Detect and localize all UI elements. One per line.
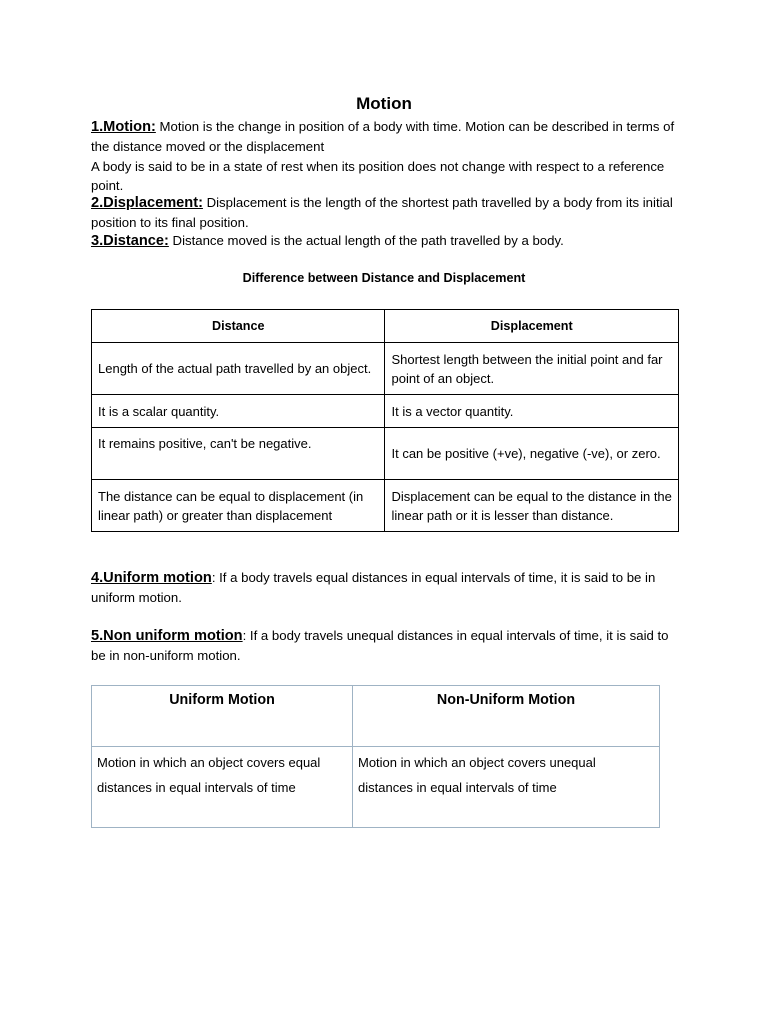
distance-definition: [91, 231, 681, 251]
page-title: Motion: [356, 94, 412, 113]
table-cell: Displacement can be equal to the distance in the linear path or it is lesser than distance.: [385, 480, 679, 532]
motion-heading: 1.Motion:: [91, 119, 156, 135]
table-cell: It can be positive (+ve), negative (-ve), or zero.: [385, 428, 679, 480]
table-cell: Shortest length between the initial point and far point of an object.: [385, 343, 679, 395]
displacement-text: Displacement is the length of the shortest path travelled by a body from its initial position to its final position.: [91, 195, 673, 231]
table-header-cell: Distance: [92, 310, 385, 343]
displacement-heading: 2.Displacement:: [91, 195, 203, 211]
table-row: [92, 395, 679, 428]
uniform-motion-heading: 4.Uniform motion: [91, 570, 212, 586]
table-header-cell: Non-Uniform Motion: [353, 686, 660, 747]
table-cell: The distance can be equal to displacement (in linear path) or greater than displacement: [92, 480, 385, 532]
non-uniform-motion-heading: 5.Non uniform motion: [91, 628, 243, 644]
uniform-nonuniform-table: [91, 685, 660, 828]
table-header-row: [92, 686, 660, 747]
table-cell: It is a vector quantity.: [385, 395, 679, 428]
table-row: [92, 343, 679, 395]
table-cell: Motion in which an object covers equal distances in equal intervals of time: [92, 747, 353, 828]
table-cell: Length of the actual path travelled by an object.: [92, 343, 385, 395]
distance-text: Distance moved is the actual length of the path travelled by a body.: [168, 233, 564, 248]
displacement-definition: [91, 193, 681, 233]
table-cell: It is a scalar quantity.: [92, 395, 385, 428]
table-header-cell: Displacement: [385, 310, 679, 343]
table-cell: It remains positive, can't be negative.: [92, 428, 385, 480]
table1-title: Difference between Distance and Displacement: [242, 271, 526, 285]
motion-definition: [91, 117, 681, 195]
distance-heading: 3.Distance:: [91, 233, 169, 249]
table-header-row: [92, 310, 679, 343]
table-row: [92, 480, 679, 532]
rest-text: A body is said to be in a state of rest when its position does not change with respect to a reference point.: [91, 158, 665, 193]
distance-displacement-table: [91, 309, 679, 532]
uniform-motion-definition: [91, 568, 681, 608]
table-row: [92, 428, 679, 480]
table-header-cell: Uniform Motion: [92, 686, 353, 747]
non-uniform-motion-text: : If a body travels unequal distances in equal intervals of time, it is said to be in non-uniform motion.: [91, 628, 669, 664]
non-uniform-motion-definition: [91, 626, 681, 666]
table-row: [92, 747, 660, 828]
table-cell: Motion in which an object covers unequal distances in equal intervals of time: [353, 747, 660, 828]
uniform-motion-text: : If a body travels equal distances in equal intervals of time, it is said to be in uniform motion.: [91, 570, 656, 606]
motion-text: Motion is the change in position of a body with time. Motion can be described in terms of the distance moved or the displacement: [91, 119, 675, 155]
